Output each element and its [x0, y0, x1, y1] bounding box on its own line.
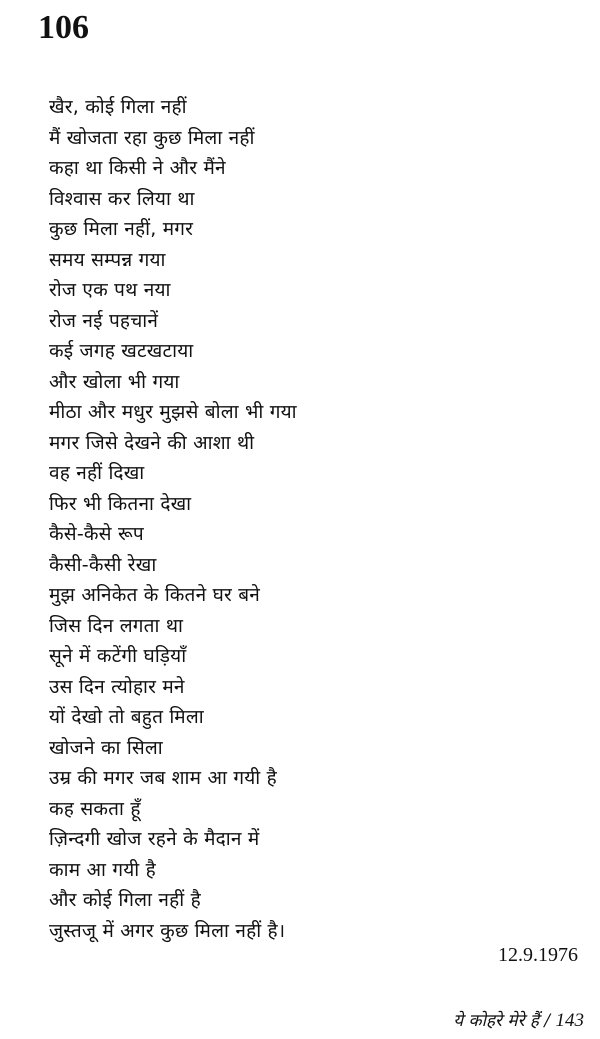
- poem-line: कई जगह खटखटाया: [49, 340, 194, 362]
- poem-line: कुछ मिला नहीं, मगर: [49, 218, 194, 240]
- poem-line: और खोला भी गया: [49, 370, 180, 393]
- poem-line: कहा था किसी ने और मैंने: [49, 157, 226, 179]
- poem-line: ज़िन्दगी खोज रहने के मैदान में: [49, 828, 260, 850]
- footer-page-number: 143: [555, 1010, 584, 1031]
- poem-line: रोज एक पथ नया: [49, 279, 171, 301]
- poem: [49, 92, 297, 946]
- poem-line: रोज नई पहचानें: [49, 309, 159, 332]
- page-number: 106: [38, 9, 89, 46]
- poem-line: उस दिन त्योहार मने: [49, 675, 185, 698]
- poem-line: फिर भी कितना देखा: [49, 492, 192, 515]
- poem-line: काम आ गयी है: [49, 858, 156, 881]
- poem-line: वह नहीं दिखा: [49, 462, 145, 484]
- poem-line: मुझ अनिकेत के कितने घर बने: [49, 584, 261, 606]
- poem-line: मैं खोजता रहा कुछ मिला नहीं: [49, 126, 255, 149]
- poem-line: सूने में कटेंगी घड़ियाँ: [49, 645, 187, 667]
- poem-line: खैर, कोई गिला नहीं: [49, 96, 187, 118]
- poem-line: जुस्तजू में अगर कुछ मिला नहीं है।: [49, 919, 286, 942]
- poem-line: कैसे-कैसे रूप: [49, 523, 144, 545]
- poem-line: उम्र की मगर जब शाम आ गयी है: [49, 767, 277, 789]
- poem-line: जिस दिन लगता था: [49, 614, 184, 637]
- book-title: ये कोहरे मेरे हैं: [453, 1011, 539, 1031]
- poem-line: खोजने का सिला: [49, 736, 163, 759]
- poem-date: 12.9.1976: [498, 944, 578, 966]
- footer-separator: /: [538, 1011, 556, 1031]
- page-footer: [453, 1008, 584, 1034]
- poem-line: विश्वास कर लिया था: [49, 187, 195, 210]
- poem-line: और कोई गिला नहीं है: [49, 889, 201, 911]
- poem-line: कैसी-कैसी रेखा: [49, 553, 157, 576]
- poem-line: मीठा और मधुर मुझसे बोला भी गया: [49, 401, 297, 423]
- poem-line: समय सम्पन्न गया: [49, 248, 166, 271]
- poem-line: मगर जिसे देखने की आशा थी: [49, 431, 255, 454]
- poem-line: यों देखो तो बहुत मिला: [49, 706, 204, 728]
- poem-line: कह सकता हूँ: [49, 797, 141, 820]
